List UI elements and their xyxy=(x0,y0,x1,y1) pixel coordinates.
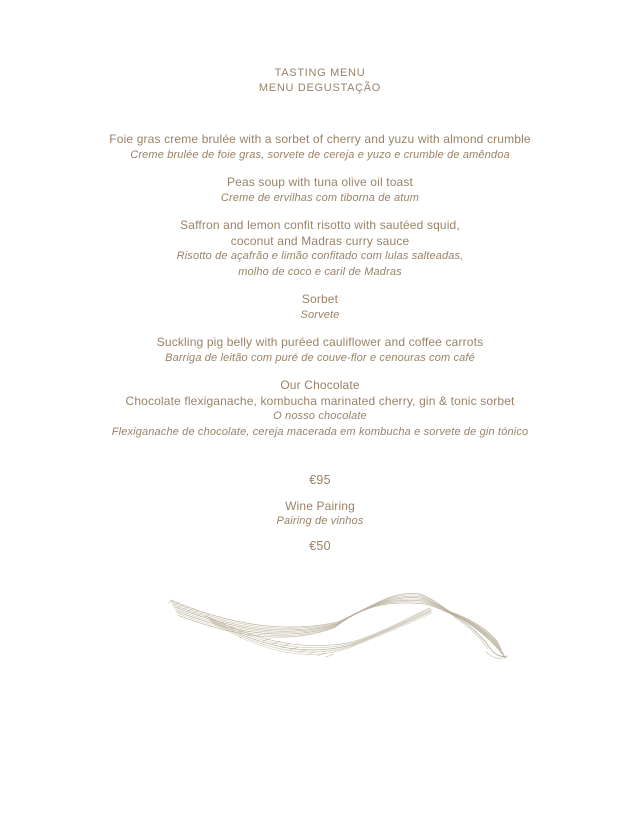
course-line-pt: Creme de ervilhas com tiborna de atum xyxy=(220,191,420,204)
course-line-en: Chocolate flexiganache, kombucha marinated cherry, gin & tonic sorbet xyxy=(125,393,515,408)
pairing-price: €50 xyxy=(309,538,331,553)
course-line-en: Foie gras creme brulée with a sorbet of cherry and yuzu with almond crumble xyxy=(109,132,531,146)
course-line-pt: Barriga de leitão com puré de couve-flor e cenouras com café xyxy=(165,351,475,364)
menu-subtitle: MENU DEGUSTAÇÃO xyxy=(258,82,382,94)
course-line-pt: Risotto de açafrão e limão confitado com lulas salteadas, xyxy=(176,250,464,262)
course-line-en: Peas soup with tuna olive oil toast xyxy=(226,175,414,189)
course-suckling-pig xyxy=(0,335,640,366)
wine-pairing xyxy=(0,499,640,530)
menu-title: TASTING MENU xyxy=(274,67,366,79)
course-line-en: Sorbet xyxy=(301,292,339,306)
course-line-pt: O nosso chocolate xyxy=(273,410,367,422)
course-chocolate xyxy=(0,378,640,440)
course-peas-soup xyxy=(0,175,640,206)
course-line-pt: Flexiganache de chocolate, cereja macerada em kombucha e sorvete de gin tónico xyxy=(111,425,529,438)
course-sorbet xyxy=(0,292,640,323)
wine-pairing-label-pt: Pairing de vinhos xyxy=(276,515,364,527)
wave-decoration xyxy=(168,586,518,664)
menu-price: €95 xyxy=(309,473,331,487)
course-line-en: coconut and Madras curry sauce xyxy=(230,233,410,248)
wine-pairing-label-en: Wine Pairing xyxy=(285,498,355,513)
course-foie-gras xyxy=(0,132,640,163)
course-line-pt: Sorvete xyxy=(300,308,340,321)
menu-header xyxy=(0,0,640,96)
course-line-en: Our Chocolate xyxy=(280,378,360,392)
course-line-en: Saffron and lemon confit risotto with sautéed squid, xyxy=(180,218,460,232)
course-line-pt: molho de coco e caril de Madras xyxy=(238,265,402,278)
course-line-en: Suckling pig belly with puréed cauliflower and coffee carrots xyxy=(156,335,484,349)
course-line-pt: Creme brulée de foie gras, sorvete de cereja e yuzo e crumble de amêndoa xyxy=(130,148,510,161)
course-list xyxy=(0,132,640,440)
course-risotto xyxy=(0,218,640,280)
